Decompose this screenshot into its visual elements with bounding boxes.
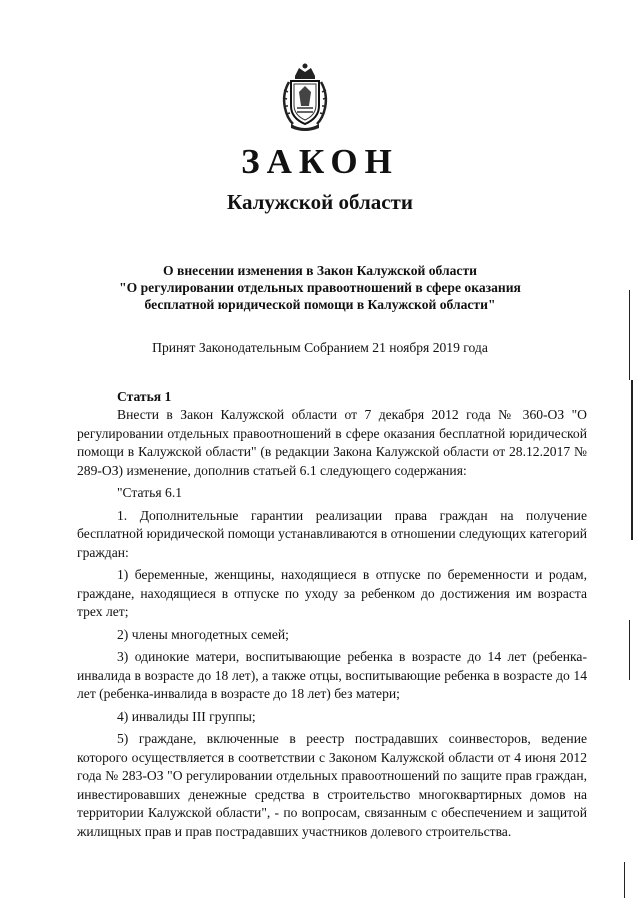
article-body xyxy=(77,406,587,845)
paragraph: 1. Дополнительные гарантии реализации права граждан на получение бесплатной юридической помощи устанавливаются в отношении следующих категорий граждан: xyxy=(77,507,587,560)
article-heading: Статья 1 xyxy=(117,389,172,404)
paragraph: 2) члены многодетных семей; xyxy=(117,626,289,642)
paragraph: 5) граждане, включенные в реестр пострадавших соинвесторов, ведение которого осуществляется в соответствии с Законом Калужской области от 4 июня 2012 года № 283-ОЗ "О регулировании отдельных правоотношений по защите прав граждан, инвестировавших денежные средства в строительство многоквартирных домов на территории Калужской области", - по вопросам, связанным с обеспечением и защитой жилищных прав и прав пострадавших участников долевого строительства. xyxy=(77,731,587,839)
paragraph: 3) одинокие матери, воспитывающие ребенка в возрасте до 14 лет (ребенка-инвалида в возрасте до 18 лет), а также отцы, воспитывающие ребенка в возрасте до 14 лет (ребенка-инвалида в возрасте до 18 лет) без матери; xyxy=(77,649,587,701)
paragraph: "Статья 6.1 xyxy=(117,485,183,500)
paragraph: Внести в Закон Калужской области от 7 декабря 2012 года № 360-ОЗ "О регулировании отдельных правоотношений в сфере оказания бесплатной юридической помощи в Калужской области" (в редакции Закона Калужской области от 28.12.2017 № 289-ОЗ) изменение, дополнив статьей 6.1 следующего содержания: xyxy=(77,407,587,478)
paragraph: 4) инвалиды III группы; xyxy=(117,708,256,724)
amendment-line: О внесении изменения в Закон Калужской области xyxy=(163,263,477,278)
scan-edge-mark xyxy=(629,290,630,380)
paragraph: 1) беременные, женщины, находящиеся в отпуске по беременности и родам, граждане, находящиеся в отпуске по уходу за ребенком до достижения им возраста трех лет; xyxy=(77,567,587,619)
adoption-date: Принят Законодательным Собранием 21 ноября 2019 года xyxy=(152,340,488,355)
amendment-line: бесплатной юридической помощи в Калужской области" xyxy=(144,297,496,312)
coat-of-arms-icon xyxy=(279,62,331,132)
amendment-heading xyxy=(60,262,580,313)
scan-edge-mark xyxy=(624,862,625,898)
scan-edge-mark xyxy=(631,380,633,540)
document-title: ЗАКОН xyxy=(241,142,399,181)
amendment-line: "О регулировании отдельных правоотношений в сфере оказания xyxy=(119,280,521,295)
document-subtitle: Калужской области xyxy=(227,190,413,214)
scan-edge-mark xyxy=(629,620,630,680)
